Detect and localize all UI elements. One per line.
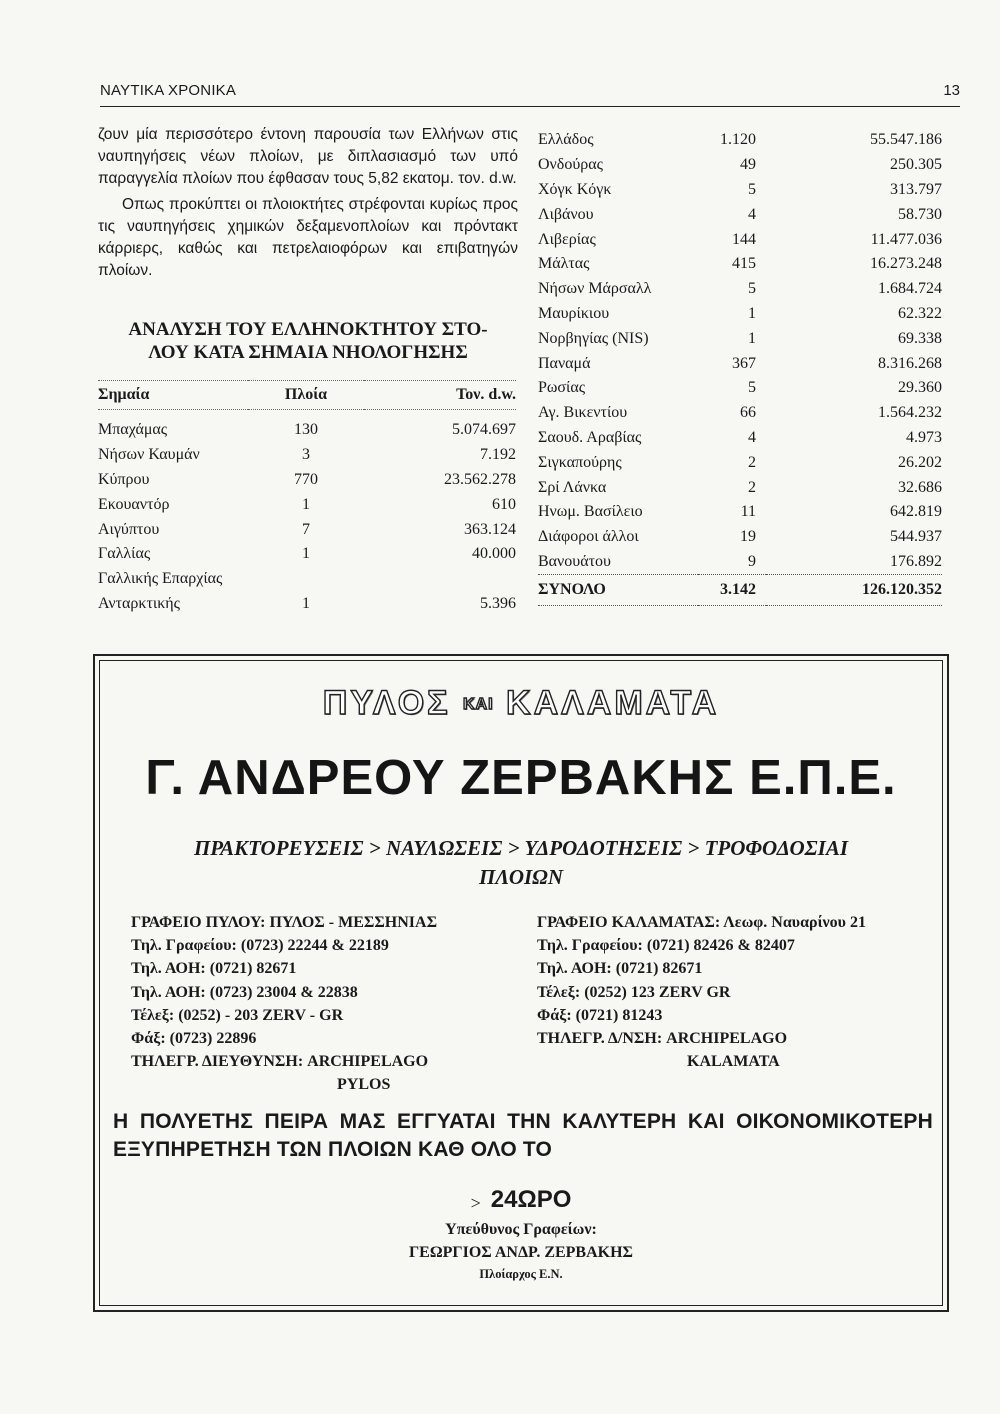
flag-name: Σιγκαπούρης [538, 453, 622, 471]
flag-name: Αιγύπτου [98, 520, 160, 538]
table-row [538, 302, 942, 327]
advertisement-box [93, 654, 949, 1312]
manager-rank: Πλοίαρχος Ε.Ν. [479, 1267, 563, 1281]
flag-name: Χόγκ Κόγκ [538, 180, 612, 198]
flag-name: Νήσων Μάρσαλλ [538, 280, 652, 298]
office-kalamata [537, 911, 937, 1073]
table-row [538, 550, 942, 575]
flag-name: Ελλάδος [538, 131, 594, 149]
ship-count: 5 [748, 379, 756, 397]
ship-count: 5 [748, 280, 756, 298]
office-line: ΤΗΛΕΓΡ. Δ/ΝΣΗ: ARCHIPELAGO [537, 1030, 788, 1048]
table-row [538, 475, 942, 500]
flag-name: Γαλλίας [98, 545, 151, 563]
section-heading [98, 318, 518, 364]
table-row [98, 443, 516, 468]
flag-name: Σαουδ. Αραβίας [538, 428, 642, 446]
ship-count: 770 [294, 470, 318, 488]
ship-count: 9 [748, 552, 756, 570]
table-row [98, 468, 516, 493]
flag-name: Βανουάτου [538, 552, 611, 570]
tonnage-dwt: 1.564.232 [878, 404, 942, 422]
ad-slogan: Η ΠΟΛΥΕΤΗΣ ΠΕΙΡΑ ΜΑΣ ΕΓΓΥΑΤΑΙ ΤΗΝ ΚΑΛΥΤΕΡΗ ΚΑΙ ΟΙΚΟΝΟΜΙΚΟΤΕΡΗ ΕΞΥΠΗΡΕΤΗΣΗ ΤΩΝ ΠΛΟΙΩΝ ΚΑΘ ΟΛΟ ΤΟ [113, 1110, 933, 1161]
tonnage-dwt: 363.124 [464, 520, 516, 538]
column-header-ships: Πλοία [284, 386, 328, 403]
tonnage-dwt: 11.477.036 [870, 230, 942, 248]
hours-24: 24ΩΡΟ [490, 1186, 572, 1213]
city-connector: ΚΑΙ [463, 696, 494, 714]
magazine-title: ΝΑΥΤΙΚΑ ΧΡΟΝΙΚΑ [100, 82, 237, 99]
office-line: Φάξ: (0721) 81243 [537, 1006, 663, 1024]
tonnage-dwt: 1.684.724 [878, 280, 942, 298]
office-line: Τηλ. Γραφείου: (0723) 22244 & 22189 [131, 937, 389, 955]
table-row [538, 450, 942, 475]
article-text [98, 124, 518, 286]
ship-count: 1 [302, 495, 310, 513]
ship-count: 1 [748, 304, 756, 322]
table-row [538, 326, 942, 351]
flag-name: Μπαχάμας [98, 421, 168, 439]
table-row [538, 401, 942, 426]
table-row [98, 592, 516, 617]
flag-name: Αγ. Βικεντίου [538, 404, 628, 422]
total-label: ΣΥΝΟΛΟ [538, 581, 606, 599]
office-line: ΓΡΑΦΕΙΟ ΚΑΛΑΜΑΤΑΣ: Λεωφ. Ναυαρίνου 21 [537, 914, 866, 931]
tonnage-dwt: 4.973 [906, 428, 942, 446]
flag-table-right [538, 128, 942, 606]
flag-name: Νήσων Καυμάν [98, 446, 200, 464]
flag-name: Ηνωμ. Βασίλειο [538, 503, 643, 521]
city-kalamata: ΚΑΛΑΜΑΤΑ [506, 684, 720, 722]
tonnage-dwt: 8.316.268 [878, 354, 942, 372]
table-row [538, 376, 942, 401]
table-row [538, 128, 942, 153]
tonnage-dwt: 40.000 [472, 545, 516, 563]
office-line: KALAMATA [687, 1053, 780, 1071]
flag-name: Ρωσίας [538, 379, 586, 397]
table-row [538, 525, 942, 550]
ship-count: 2 [748, 478, 756, 496]
service-hours [95, 1186, 947, 1214]
ad-cities [95, 684, 947, 723]
flag-name: Εκουαντόρ [98, 495, 170, 513]
table-header-row [98, 381, 516, 410]
tonnage-dwt: 610 [492, 495, 516, 513]
city-pylos: ΠΥΛΟΣ [322, 684, 451, 722]
office-line: PYLOS [337, 1076, 391, 1094]
table-row [98, 567, 516, 592]
table-row [538, 178, 942, 203]
ship-count: 7 [302, 520, 310, 538]
table-row [538, 351, 942, 376]
ship-count: 144 [732, 230, 756, 248]
ship-count: 1.120 [720, 131, 756, 149]
flag-name: Κύπρου [98, 470, 150, 488]
tonnage-dwt: 544.937 [890, 528, 942, 546]
tonnage-dwt: 5.396 [480, 594, 516, 612]
tonnage-dwt: 55.547.186 [870, 131, 942, 149]
ship-count: 19 [740, 528, 756, 546]
ship-count: 1 [302, 545, 310, 563]
article-paragraph-1: ζουν μία περισσότερο έντονη παρουσία των Ελλήνων στις ναυπηγήσεις νέων πλοίων, με διπλασιασμό των υπό παραγγελία πλοίων που έφθασαν τους 5,82 εκατομ. τον. d.w. [98, 126, 518, 187]
article-paragraph-2: Οπως προκύπτει οι πλοιοκτήτες στρέφονται κυρίως προς τις ναυπηγήσεις χημικών δεξαμενοπλοίων και πρόντακτ κάρριερς, καθώς και πετρελαιοφόρων και επιβατηγών πλοίων. [98, 196, 518, 279]
office-line: Τηλ. ΑΟΗ: (0721) 82671 [537, 960, 703, 978]
table-row [98, 542, 516, 567]
section-heading-line-2: ΛΟΥ ΚΑΤΑ ΣΗΜΑΙΑ ΝΗΟΛΟΓΗΣΗΣ [148, 342, 468, 363]
tonnage-dwt: 62.322 [898, 304, 942, 322]
table-row [538, 426, 942, 451]
tonnage-dwt: 29.360 [898, 379, 942, 397]
tonnage-dwt: 250.305 [890, 156, 942, 174]
company-name: Γ. ΑΝΔΡΕΟΥ ΖΕΡΒΑΚΗΣ Ε.Π.Ε. [145, 751, 897, 805]
office-line: ΤΗΛΕΓΡ. ΔΙΕΥΘΥΝΣΗ: ARCHIPELAGO [131, 1053, 429, 1071]
section-heading-line-1: ΑΝΑΛΥΣΗ ΤΟΥ ΕΛΛΗΝΟΚΤΗΤΟΥ ΣΤΟ- [128, 319, 488, 340]
ship-count: 2 [748, 453, 756, 471]
services-list [125, 834, 917, 892]
office-pylos [131, 911, 511, 1097]
tonnage-dwt: 69.338 [898, 329, 942, 347]
office-line: Τέλεξ: (0252) - 203 ZERV - GR [131, 1006, 344, 1024]
office-manager [95, 1218, 947, 1284]
total-row [538, 575, 942, 606]
office-line: Τηλ. ΑΟΗ: (0721) 82671 [131, 960, 297, 978]
table-row [98, 517, 516, 542]
ship-count: 4 [748, 428, 756, 446]
table-row [538, 202, 942, 227]
total-dwt: 126.120.352 [862, 581, 942, 599]
tonnage-dwt: 23.562.278 [444, 470, 516, 488]
ship-count: 367 [732, 354, 756, 372]
flag-name: Ονδούρας [538, 156, 603, 174]
table-row [538, 500, 942, 525]
ship-count: 11 [740, 503, 756, 521]
running-header [100, 80, 960, 107]
ship-count: 3 [302, 446, 310, 464]
services-line-1: ΠΡΑΚΤΟΡΕΥΣΕΙΣ > ΝΑΥΛΩΣΕΙΣ > ΥΔΡΟΔΟΤΗΣΕΙΣ > ΤΡΟΦΟΔΟΣΙΑΙ [193, 836, 849, 860]
tonnage-dwt: 642.819 [890, 503, 942, 521]
table-row [538, 277, 942, 302]
manager-label: Υπεύθυνος Γραφείων: [445, 1221, 597, 1238]
tonnage-dwt: 26.202 [898, 453, 942, 471]
flag-name: Γαλλικής Επαρχίας [98, 570, 223, 588]
flag-table-left [98, 380, 516, 616]
ship-count: 66 [740, 404, 756, 422]
services-line-2: ΠΛΟΙΩΝ [479, 865, 563, 889]
flag-name: Λιβερίας [538, 230, 596, 248]
table-row [538, 153, 942, 178]
ship-count: 4 [748, 205, 756, 223]
column-header-dwt: Τον. d.w. [456, 386, 516, 403]
flag-name: Διάφοροι άλλοι [538, 528, 639, 546]
ship-count: 130 [294, 421, 318, 439]
office-line: ΓΡΑΦΕΙΟ ΠΥΛΟΥ: ΠΥΛΟΣ - ΜΕΣΣΗΝΙΑΣ [131, 914, 438, 931]
flag-name: Λιβάνου [538, 205, 594, 223]
ship-count: 415 [732, 255, 756, 273]
page-number: 13 [943, 82, 960, 99]
ship-count: 49 [740, 156, 756, 174]
tonnage-dwt: 5.074.697 [452, 421, 516, 439]
table-row [538, 252, 942, 277]
flag-name: Μαυρίκιου [538, 304, 610, 322]
office-line: Τηλ. ΑΟΗ: (0723) 23004 & 22838 [131, 983, 358, 1001]
ship-count: 5 [748, 180, 756, 198]
flag-name: Μάλτας [538, 255, 590, 273]
table-row [98, 492, 516, 517]
table-row [98, 418, 516, 443]
flag-name: Ανταρκτικής [98, 594, 180, 612]
flag-name: Νορβηγίας (NIS) [538, 329, 649, 347]
tonnage-dwt: 7.192 [480, 446, 516, 464]
flag-name: Σρί Λάνκα [538, 478, 607, 496]
tonnage-dwt: 16.273.248 [870, 255, 942, 273]
table-row [538, 227, 942, 252]
ship-count: 1 [302, 594, 310, 612]
office-line: Τηλ. Γραφείου: (0721) 82426 & 82407 [537, 937, 795, 955]
tonnage-dwt: 313.797 [890, 180, 942, 198]
flag-name: Παναμά [538, 354, 591, 372]
tonnage-dwt: 176.892 [890, 552, 942, 570]
tonnage-dwt: 32.686 [898, 478, 942, 496]
office-line: Φάξ: (0723) 22896 [131, 1030, 257, 1048]
hours-arrow: > [470, 1192, 481, 1213]
total-ships: 3.142 [720, 581, 756, 599]
manager-name: ΓΕΩΡΓΙΟΣ ΑΝΔΡ. ΖΕΡΒΑΚΗΣ [408, 1244, 634, 1261]
column-header-flag: Σημαία [98, 386, 150, 403]
office-line: Τέλεξ: (0252) 123 ZERV GR [537, 983, 731, 1001]
ship-count: 1 [748, 329, 756, 347]
tonnage-dwt: 58.730 [898, 205, 942, 223]
